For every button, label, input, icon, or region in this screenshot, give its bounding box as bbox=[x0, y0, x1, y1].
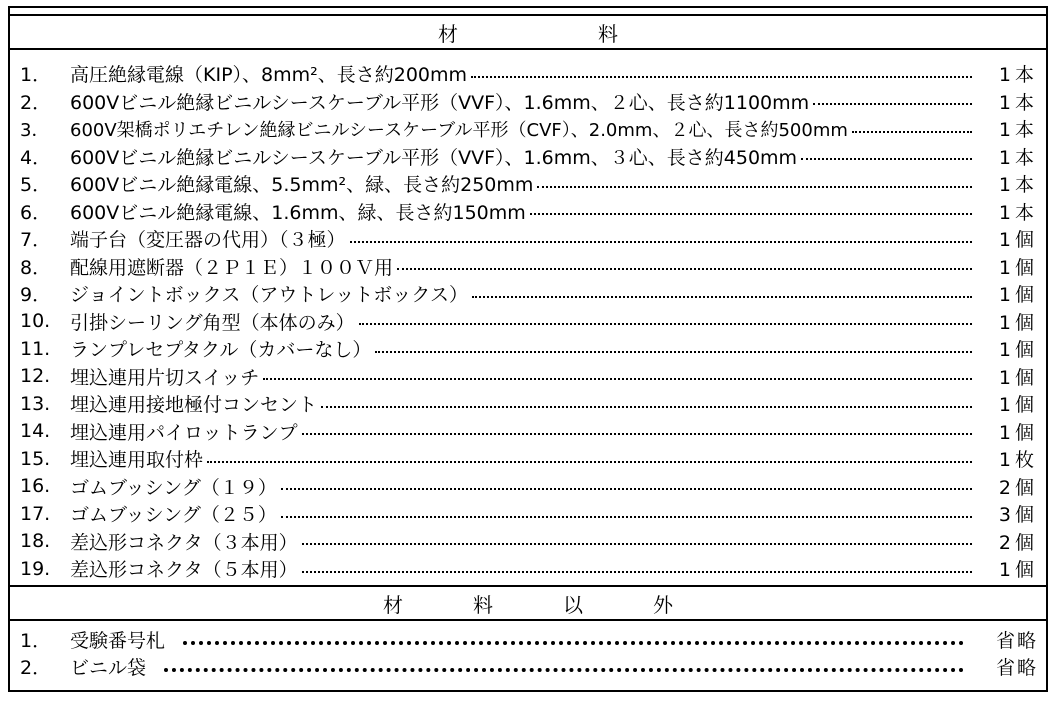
header-char: 材 bbox=[438, 21, 458, 46]
list-item bbox=[10, 253, 1046, 281]
item-number: 2． bbox=[20, 657, 52, 679]
item-quantity: 2個 bbox=[998, 531, 1038, 554]
header-char: 材 bbox=[383, 592, 403, 617]
item-name: 配線用遮断器（２Ｐ１Ｅ）１００Ｖ用 bbox=[70, 256, 394, 279]
materials-header bbox=[10, 14, 1046, 50]
materials-table bbox=[8, 6, 1048, 692]
item-number: 5． bbox=[20, 174, 52, 197]
item-quantity: 1個 bbox=[998, 256, 1038, 279]
list-item bbox=[10, 653, 1046, 680]
list-item bbox=[10, 170, 1046, 198]
item-name: ランプレセプタクル（カバーなし） bbox=[70, 339, 372, 362]
item-number: 1． bbox=[20, 64, 52, 87]
item-name: ビニル袋 bbox=[70, 657, 147, 679]
item-quantity: 1本 bbox=[998, 174, 1038, 197]
item-quantity: 1本 bbox=[998, 119, 1038, 142]
header-char: 以 bbox=[563, 592, 583, 617]
dot-leader bbox=[281, 516, 972, 518]
item-name: 埋込連用取付枠 bbox=[70, 449, 204, 472]
list-item bbox=[10, 555, 1046, 583]
item-number: 15. bbox=[20, 447, 51, 470]
dot-leader bbox=[359, 323, 972, 325]
item-quantity: 1本 bbox=[998, 201, 1038, 224]
item-name: 埋込連用接地極付コンセント bbox=[70, 394, 318, 417]
others-list bbox=[10, 626, 1046, 680]
item-quantity: 1個 bbox=[998, 366, 1038, 389]
item-name: 埋込連用片切スイッチ bbox=[70, 366, 260, 389]
header-char: 料 bbox=[473, 592, 493, 617]
item-name: 差込形コネクタ（５本用） bbox=[70, 559, 298, 582]
item-number: 10. bbox=[20, 310, 51, 333]
item-quantity: 1個 bbox=[998, 311, 1038, 334]
list-item bbox=[10, 88, 1046, 116]
item-number: 19. bbox=[20, 557, 51, 580]
item-name: ゴムブッシング（１９） bbox=[70, 476, 277, 499]
list-item bbox=[10, 143, 1046, 171]
list-item bbox=[10, 473, 1046, 501]
item-number: 12. bbox=[20, 365, 51, 388]
item-number: 16. bbox=[20, 475, 51, 498]
list-item bbox=[10, 280, 1046, 308]
dot-leader bbox=[472, 296, 972, 298]
item-quantity: 1個 bbox=[998, 284, 1038, 307]
item-number: 8． bbox=[20, 256, 52, 279]
item-name: 引掛シーリング角型（本体のみ） bbox=[70, 311, 355, 334]
list-item bbox=[10, 363, 1046, 391]
item-quantity: 1個 bbox=[998, 559, 1038, 582]
item-number: 1． bbox=[20, 630, 52, 652]
dot-leader bbox=[537, 186, 972, 188]
dot-leader bbox=[801, 158, 972, 160]
dot-leader bbox=[302, 433, 972, 435]
item-name: 差込形コネクタ（３本用） bbox=[70, 531, 298, 554]
list-item bbox=[10, 115, 1046, 143]
list-item bbox=[10, 445, 1046, 473]
dot-leader bbox=[852, 131, 972, 133]
item-number: 9． bbox=[20, 284, 52, 307]
item-quantity: 1個 bbox=[998, 394, 1038, 417]
list-item bbox=[10, 225, 1046, 253]
dot-leader bbox=[375, 351, 972, 353]
dot-leader bbox=[302, 543, 972, 545]
item-number: 13. bbox=[20, 392, 51, 415]
item-number: 6． bbox=[20, 201, 52, 224]
list-item bbox=[10, 528, 1046, 556]
item-quantity: 1個 bbox=[998, 339, 1038, 362]
item-number: 4． bbox=[20, 146, 52, 169]
list-item bbox=[10, 335, 1046, 363]
item-name: 600V架橋ポリエチレン絶縁ビニルシースケーブル平形（CVF）、2.0mm、２心、長さ約500mm bbox=[70, 119, 848, 141]
item-quantity: 省略 bbox=[995, 657, 1038, 679]
others-header bbox=[10, 585, 1046, 621]
item-number: 11. bbox=[20, 337, 51, 360]
item-name: 600Vビニル絶縁ビニルシースケーブル平形（VVF）、1.6mm、３心、長さ約450mm bbox=[70, 146, 798, 169]
header-char: 料 bbox=[598, 21, 618, 46]
item-name: 600Vビニル絶縁電線、1.6mm、緑、長さ約150mm bbox=[70, 201, 526, 224]
list-item bbox=[10, 198, 1046, 226]
dot-leader bbox=[263, 378, 972, 380]
item-name: 600Vビニル絶縁ビニルシースケーブル平形（VVF）、1.6mm、２心、長さ約1100mm bbox=[70, 91, 810, 114]
item-quantity: 1本 bbox=[998, 146, 1038, 169]
dot-leader bbox=[530, 213, 972, 215]
dot-leader bbox=[281, 488, 972, 490]
dot-leader bbox=[321, 406, 972, 408]
item-quantity: 1個 bbox=[998, 421, 1038, 444]
item-number: 14. bbox=[20, 420, 51, 443]
item-quantity: 1本 bbox=[998, 91, 1038, 114]
item-number: 18. bbox=[20, 530, 51, 553]
item-name: 高圧絶縁電線（KIP）、8mm²、長さ約200mm bbox=[70, 64, 468, 87]
dot-leader bbox=[207, 461, 972, 463]
item-name: 埋込連用パイロットランプ bbox=[70, 421, 298, 444]
item-number: 7． bbox=[20, 229, 52, 252]
list-item bbox=[10, 418, 1046, 446]
item-quantity: 3個 bbox=[998, 504, 1038, 527]
item-name: 600Vビニル絶縁電線、5.5mm²、緑、長さ約250mm bbox=[70, 174, 534, 197]
item-quantity: 2個 bbox=[998, 476, 1038, 499]
item-quantity: 省略 bbox=[995, 630, 1038, 652]
dot-leader bbox=[471, 76, 972, 78]
list-item bbox=[10, 60, 1046, 88]
item-quantity: 1本 bbox=[998, 64, 1038, 87]
item-number: 17. bbox=[20, 502, 51, 525]
header-char: 外 bbox=[653, 592, 673, 617]
list-item bbox=[10, 500, 1046, 528]
list-item bbox=[10, 308, 1046, 336]
item-number: 2． bbox=[20, 91, 52, 114]
dot-leader bbox=[813, 103, 972, 105]
item-name: 端子台（変圧器の代用）（３極） bbox=[70, 229, 346, 252]
dot-leader bbox=[164, 668, 964, 672]
item-number: 3． bbox=[20, 119, 50, 141]
dot-leader bbox=[350, 241, 972, 243]
materials-list bbox=[10, 60, 1046, 583]
dot-leader bbox=[302, 571, 972, 573]
item-name: ジョイントボックス（アウトレットボックス） bbox=[70, 284, 469, 307]
list-item bbox=[10, 626, 1046, 653]
item-quantity: 1個 bbox=[998, 229, 1038, 252]
item-name: ゴムブッシング（２５） bbox=[70, 504, 277, 527]
dot-leader bbox=[183, 641, 964, 645]
list-item bbox=[10, 390, 1046, 418]
item-name: 受験番号札 bbox=[70, 630, 166, 652]
dot-leader bbox=[397, 268, 972, 270]
item-quantity: 1枚 bbox=[998, 449, 1038, 472]
